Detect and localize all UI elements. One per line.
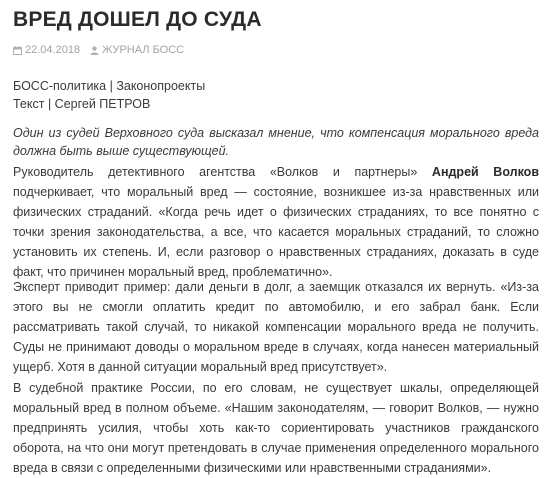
article-paragraph xyxy=(13,162,539,282)
user-icon xyxy=(90,46,99,55)
article-lead: Один из судей Верховного суда высказал мнение, что компенсация морального вреда должна быть выше существующей. xyxy=(13,126,539,158)
person-name: Андрей Волков xyxy=(431,165,539,179)
article-meta xyxy=(13,44,184,56)
paragraph-text: Руководитель детективного агентства «Волков и партнеры» xyxy=(13,165,432,179)
paragraph-text: подчеркивает, что моральный вред — состояние, возникшее из-за нравственных или физических страданий. «Когда речь идет о физических страданиях, то все понятно с точки зрения законодательства, а все, что касается моральных страданий, то сложно установить их степень. И, если разговор о нравственных страданиях, доказать в суде факт, что причинен моральный вред, проблематично». xyxy=(13,185,539,279)
article-date: 22.04.2018 xyxy=(25,44,81,56)
calendar-icon xyxy=(13,46,22,55)
article-paragraph: В судебной практике России, по его словам, не существует шкалы, определяющей моральный вред в полном объеме. «Нашим законодателям, — говорит Волков, — нужно предпринять усилия, чтобы хоть как-то сориентировать участников гражданского оборота, на что они могут претендовать в случае применения определенного морального вреда в связи с определенными физическими или нравственными страданиями». xyxy=(13,381,539,475)
article-rubric xyxy=(13,77,205,113)
article-title: ВРЕД ДОШЕЛ ДО СУДА xyxy=(13,8,262,31)
article-source-link[interactable]: ЖУРНАЛ БОСС xyxy=(102,44,185,56)
author-line: Текст | Сергей ПЕТРОВ xyxy=(13,97,151,111)
article-paragraph: Эксперт приводит пример: дали деньги в долг, а заемщик отказался их вернуть. «Из-за этого вы не смогли оплатить кредит по автомобилю, и его забрал банк. Если рассматривать такой случай, то никакой компенсации морального вреда не получить. Суды не принимают доводы о моральном вреде в случаях, когда нанесен материальный ущерб. Хотя в данной ситуации моральный вред присутствует». xyxy=(13,280,539,374)
rubric-line: БОСС-политика | Законопроекты xyxy=(13,79,206,93)
